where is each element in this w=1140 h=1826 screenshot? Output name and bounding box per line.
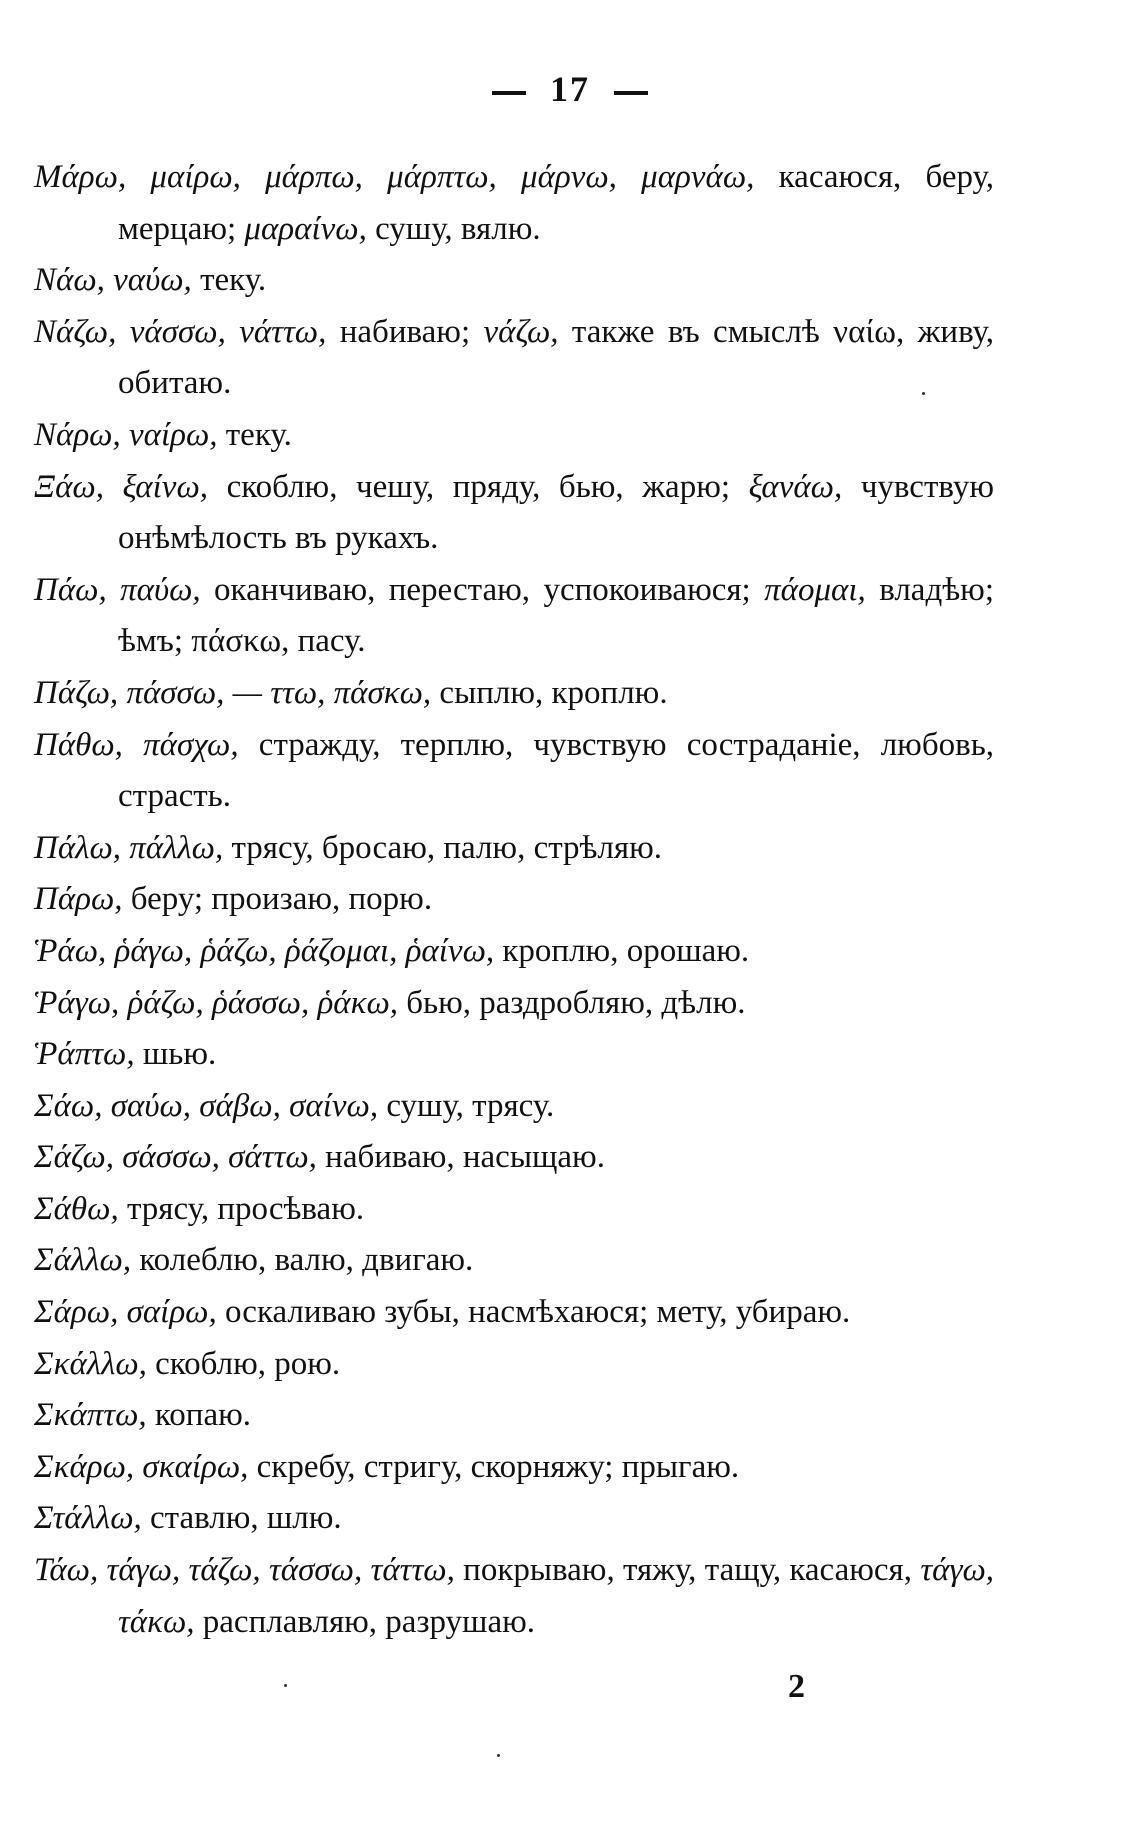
dictionary-entry xyxy=(34,565,994,668)
greek-headwords: Σάθω, xyxy=(34,1190,119,1227)
greek-headwords: Ῥάπτω, xyxy=(34,1036,135,1073)
dictionary-entry xyxy=(34,1184,994,1236)
print-speck xyxy=(497,1754,500,1757)
russian-gloss: теку. xyxy=(191,262,267,299)
header-dash-left xyxy=(492,91,526,95)
russian-gloss: скребу, стригу, скорняжу; прыгаю. xyxy=(248,1448,740,1485)
greek-headwords: Σάρω, σαίρω, xyxy=(34,1294,217,1331)
greek-headwords: Μάρω, μαίρω, μάρπω, μάρπτω, μάρνω, μαρνάω, xyxy=(34,159,755,195)
greek-headwords: Σκάλλω, xyxy=(34,1345,147,1382)
dictionary-entry xyxy=(34,1493,994,1545)
greek-headwords: Νάρω, ναίρω, xyxy=(34,416,218,453)
header-dash-right xyxy=(614,91,648,95)
greek-headwords: Πάω, παύω, xyxy=(34,571,201,608)
russian-gloss: оскаливаю зубы, насмѣхаюся; мету, убираю. xyxy=(216,1294,851,1331)
greek-headwords: Τάω, τάγω, τάζω, τάσσω, τάττω, xyxy=(34,1552,455,1589)
greek-headwords: Σκάπτω, xyxy=(34,1397,147,1434)
dictionary-entry xyxy=(34,1029,994,1081)
dictionary-entry xyxy=(34,978,994,1030)
greek-headwords: Στάλλω, xyxy=(34,1500,142,1537)
russian-gloss: набиваю; xyxy=(326,313,484,350)
greek-headwords: Σάλλω, xyxy=(34,1242,132,1279)
dictionary-entry xyxy=(34,1235,994,1287)
greek-headwords: Νάω, ναύω, xyxy=(34,262,192,299)
russian-gloss: сушу, трясу. xyxy=(378,1087,555,1124)
dictionary-entry xyxy=(34,1442,994,1494)
page-header xyxy=(0,68,1140,110)
greek-headwords-secondary: νάζω, xyxy=(483,313,559,350)
russian-gloss: колеблю, валю, двигаю. xyxy=(131,1242,474,1279)
russian-gloss-secondary: расплавляю, разрушаю. xyxy=(194,1603,536,1640)
dictionary-entry xyxy=(34,462,994,565)
greek-headwords: Σκάρω, σκαίρω, xyxy=(34,1448,249,1485)
russian-gloss: беру; произаю, порю. xyxy=(122,881,433,918)
russian-gloss: оканчиваю, перестаю, успокоиваюся; xyxy=(200,571,765,608)
russian-gloss: трясу, просѣваю. xyxy=(118,1190,365,1227)
greek-headwords: Ξάω, ξαίνω, xyxy=(34,468,208,505)
dictionary-entry xyxy=(34,1339,994,1391)
dictionary-entry xyxy=(34,307,994,410)
greek-headwords: Πάζω, πάσσω, — ττω, πάσκω, xyxy=(34,674,432,711)
greek-headwords: Πάρω, xyxy=(34,881,123,918)
greek-headwords: Σάω, σαύω, σάβω, σαίνω, xyxy=(34,1087,379,1124)
russian-gloss: трясу, бросаю, палю, стрѣляю. xyxy=(223,829,663,866)
russian-gloss: касаюся, беру, мерцаю; xyxy=(118,159,994,247)
greek-headwords: Ῥάω, ῥάγω, ῥάζω, ῥάζομαι, ῥαίνω, xyxy=(34,932,495,969)
dictionary-entry xyxy=(34,1390,994,1442)
dictionary-entry xyxy=(34,255,994,307)
russian-gloss: покрываю, тяжу, тащу, касаюся, xyxy=(454,1552,921,1589)
dictionary-entry xyxy=(34,410,994,462)
greek-headwords-secondary: ξανάω, xyxy=(748,468,843,505)
russian-gloss: бью, раздробляю, дѣлю. xyxy=(398,984,746,1021)
russian-gloss: шью. xyxy=(134,1036,217,1073)
russian-gloss-secondary: владѣю; ѣмъ; πάσκω, пасу. xyxy=(118,571,994,660)
greek-headwords-secondary: μαραίνω, xyxy=(244,210,367,247)
dictionary-entry xyxy=(34,668,994,720)
dictionary-entry xyxy=(34,874,994,926)
dictionary-entry xyxy=(34,926,994,978)
russian-gloss: кроплю, орошаю. xyxy=(494,932,750,969)
greek-headwords: Σάζω, σάσσω, σάττω, xyxy=(34,1139,317,1176)
russian-gloss-secondary: сушу, вялю. xyxy=(366,210,541,247)
signature-mark: 2 xyxy=(788,1668,805,1705)
russian-gloss: ставлю, шлю. xyxy=(141,1500,342,1537)
russian-gloss: набиваю, насыщаю. xyxy=(316,1139,605,1176)
russian-gloss: скоблю, рою. xyxy=(146,1345,341,1382)
greek-headwords-secondary: πάομαι, xyxy=(764,571,866,608)
russian-gloss-secondary: также въ смыслѣ ναίω, живу, обитаю. xyxy=(118,313,994,402)
dictionary-entry xyxy=(34,1287,994,1339)
dictionary-entry xyxy=(34,1081,994,1133)
print-speck xyxy=(922,392,925,395)
dictionary-entry xyxy=(34,152,994,255)
russian-gloss-secondary: чувствую онѣмѣлость въ рукахъ. xyxy=(118,468,994,557)
russian-gloss: сыплю, кроплю. xyxy=(431,674,668,711)
dictionary-entry xyxy=(34,720,994,823)
russian-gloss: скоблю, чешу, пряду, бью, жарю; xyxy=(208,468,749,505)
russian-gloss: стражду, терплю, чувствую состраданіе, любовь, страсть. xyxy=(118,726,994,815)
greek-headwords: Ῥάγω, ῥάζω, ῥάσσω, ῥάκω, xyxy=(34,984,398,1021)
dictionary-entry xyxy=(34,1132,994,1184)
russian-gloss: копаю. xyxy=(146,1397,251,1434)
print-speck xyxy=(284,1684,287,1687)
russian-gloss: теку. xyxy=(217,416,292,453)
page-number: 17 xyxy=(550,69,590,109)
dictionary-entry xyxy=(34,823,994,875)
greek-headwords-secondary: τάγω, τάκω, xyxy=(118,1552,994,1640)
dictionary-entries xyxy=(34,152,994,1648)
greek-headwords: Πάλω, πάλλω, xyxy=(34,829,224,866)
dictionary-entry xyxy=(34,1545,994,1648)
greek-headwords: Νάζω, νάσσω, νάττω, xyxy=(34,313,327,350)
greek-headwords: Πάθω, πάσχω, xyxy=(34,726,239,763)
